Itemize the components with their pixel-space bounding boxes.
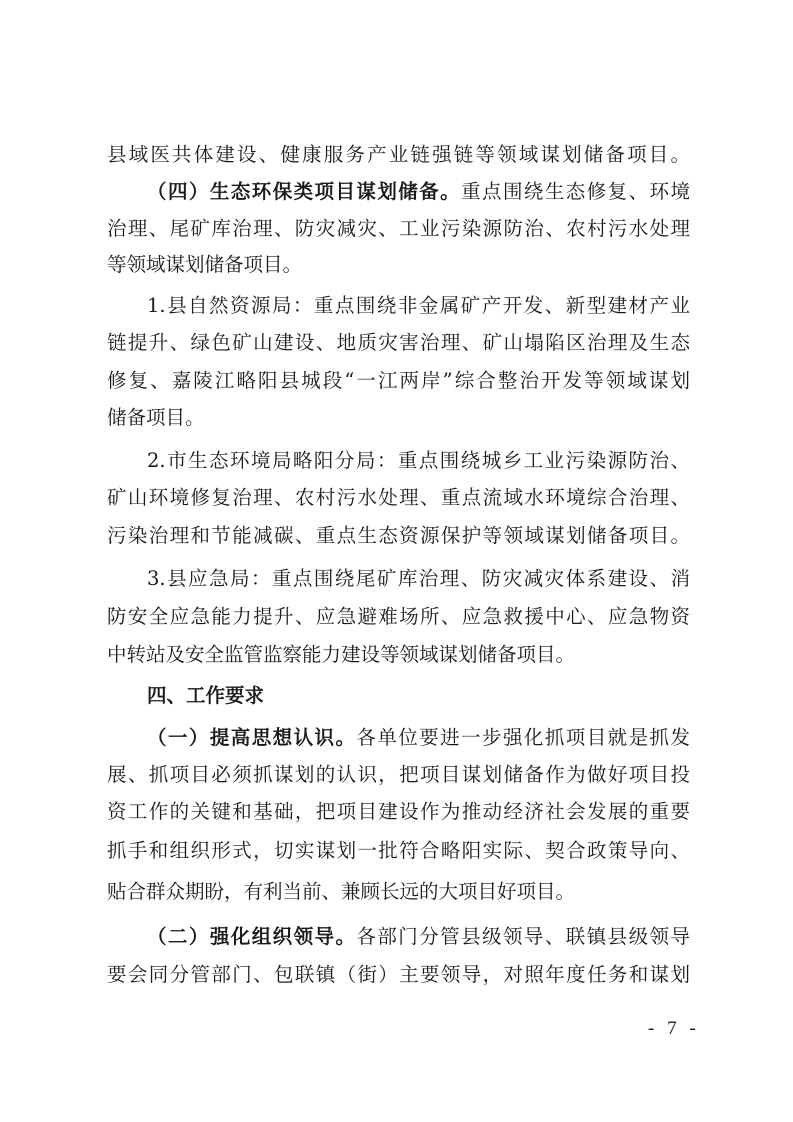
line-text: 2.市生态环境局略阳分局：重点围绕城乡工业污染源防治、 <box>147 449 690 472</box>
text-line <box>107 640 690 670</box>
line-text: 防安全应急能力提升、应急避难场所、应急救援中心、应急物资 <box>107 605 690 628</box>
text-line <box>147 723 690 753</box>
text-line <box>147 177 690 207</box>
line-text: 抓手和组织形式，切实谋划一批符合略阳实际、契合政策导向、 <box>107 839 690 862</box>
text-line <box>107 483 690 513</box>
line-text: 链提升、绿色矿山建设、地质灾害治理、矿山塌陷区治理及生态 <box>107 331 690 354</box>
line-text: 重点围绕生态修复、环境 <box>461 180 690 203</box>
line-text: 修复、嘉陵江略阳县城段“一江两岸”综合整治开发等领域谋划 <box>107 369 690 392</box>
paragraph-lead: （四）生态环保类项目谋划储备。 <box>147 180 462 203</box>
text-line <box>107 214 690 244</box>
line-text: 要会同分管部门、包联镇（街）主要领导，对照年度任务和谋划 <box>107 963 690 986</box>
paragraph-lead: （一）提高思想认识。 <box>147 726 357 749</box>
text-line <box>107 797 690 827</box>
page-number: - 7 - <box>648 1018 700 1039</box>
line-text: 资工作的关键和基础，把项目建设作为推动经济社会发展的重要 <box>107 800 690 823</box>
text-line <box>107 877 690 907</box>
text-line <box>107 836 690 866</box>
line-text: 展、抓项目必须抓谋划的认识，把项目谋划储备作为做好项目投 <box>107 763 690 786</box>
text-line <box>107 960 690 990</box>
line-text: 各部门分管县级领导、联镇县级领导 <box>356 925 690 948</box>
line-text: 各单位要进一步强化抓项目就是抓发 <box>356 726 690 749</box>
text-line <box>107 366 690 396</box>
text-line <box>107 403 690 433</box>
text-line <box>107 760 690 790</box>
line-text: 3.县应急局：重点围绕尾矿库治理、防灾减灾体系建设、消 <box>147 567 690 590</box>
heading-text: 四、工作要求 <box>147 684 265 707</box>
text-line <box>107 328 690 358</box>
section-heading <box>147 681 690 711</box>
text-line <box>107 602 690 632</box>
text-line <box>147 564 690 594</box>
line-text: 贴合群众期盼，有利当前、兼顾长远的大项目好项目。 <box>107 880 576 903</box>
text-line <box>147 291 690 321</box>
text-line <box>107 140 690 170</box>
line-text: 储备项目。 <box>107 406 205 429</box>
line-text: 矿山环境修复治理、农村污水处理、重点流域水环境综合治理、 <box>107 486 690 509</box>
text-line <box>107 250 690 280</box>
line-text: 治理、尾矿库治理、防灾减灾、工业污染源防治、农村污水处理 <box>107 217 690 240</box>
text-line <box>107 521 690 551</box>
line-text: 县域医共体建设、健康服务产业链强链等领域谋划储备项目。 <box>107 143 690 166</box>
text-line <box>147 446 690 476</box>
line-text: 中转站及安全监管监察能力建设等领域谋划储备项目。 <box>107 643 576 666</box>
text-line <box>147 922 690 952</box>
paragraph-lead: （二）强化组织领导。 <box>147 925 357 948</box>
line-text: 等领域谋划储备项目。 <box>107 253 303 276</box>
line-text: 污染治理和节能减碳、重点生态资源保护等领域谋划储备项目。 <box>107 524 690 547</box>
line-text: 1.县自然资源局：重点围绕非金属矿产开发、新型建材产业 <box>147 294 690 317</box>
